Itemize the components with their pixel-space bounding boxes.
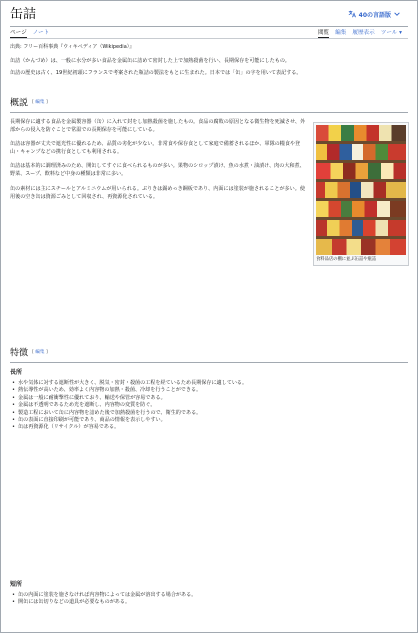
edit-link[interactable]: 編集 (35, 350, 45, 355)
list-item: • 缶の内面に塗装を施さなければ内容物によっては金属が溶出する場合がある。 (18, 592, 408, 599)
list-item: • 金属は一般に耐衝撃性に優れており、輸送や保管が容易である。 (18, 395, 408, 402)
language-button-label: 40の言語版 (358, 11, 391, 19)
intro-paragraph: 缶詰の歴史は古く、19世紀初頭にフランスで考案された瓶詰の製法をもとに生まれた。日本では「缶」の字を用いて表記する。 (10, 70, 302, 77)
page-title: 缶詰 (10, 7, 37, 22)
figure-caption: 食料品店の棚に並ぶ缶詰や瓶詰 (316, 257, 377, 262)
overview-paragraph: 缶詰は容器が丈夫で遮光性に優れるため、品質の劣化が少ない。非常食や保存食として家庭で備蓄されるほか、軍隊の糧食や登山・キャンプなどの携行食としても利用される。 (10, 141, 301, 156)
tabs-divider (10, 38, 408, 39)
section-overview-heading: 概説 [ 編集 ] (10, 97, 408, 113)
edit-link[interactable]: 編集 (35, 100, 45, 105)
pros-list (18, 380, 408, 432)
title-divider (10, 26, 408, 27)
grocery-shelf-photo (316, 125, 406, 255)
source-line: 出典: フリー百科事典『ウィキペディア（Wikipedia）』 (10, 44, 135, 50)
tab-edit[interactable]: 編集 (335, 30, 347, 36)
tab-history[interactable]: 履歴表示 (352, 30, 375, 36)
figure-thumbnail[interactable] (313, 122, 409, 266)
tab-talk[interactable]: ノート (32, 30, 50, 36)
overview-paragraph: 缶の素材には主にスチールとアルミニウムが用いられる。ぶりきは錫めっき鋼板であり、内面には塗装が施されることが多い。使用後の空き缶は資源ごみとして回収され、再資源化されている。 (10, 185, 305, 200)
heading-rule (10, 112, 408, 113)
list-item: • 水や気体に対する遮断性が大きく、脱気・密封・殺菌の工程を経ているため長期保存に適している。 (18, 380, 408, 387)
heading-rule (10, 362, 408, 363)
list-item: • 金属は不透明であるため光を遮断し、内容物の変質を防ぐ。 (18, 402, 408, 409)
subsection-cons-heading: 短所 (10, 581, 23, 588)
overview-paragraph: 缶詰は基本的に調理済みのため、開缶してすぐに食べられるものが多い。果物のシロップ漬け、魚の水煮・油漬け、肉の大和煮、野菜、スープ、飲料など中身の種類は非常に多い。 (10, 163, 305, 178)
intro (10, 57, 406, 77)
translate-icon (348, 10, 356, 21)
view-tabs (318, 29, 402, 38)
section-heading-text: 概説 (10, 98, 29, 109)
subsection-pros-heading: 長所 (10, 369, 23, 376)
list-item: • 缶は再資源化（リサイクル）が容易である。 (18, 424, 408, 431)
list-item: • 缶の表面に直接印刷が可能であり、商品の情報を表示しやすい。 (18, 417, 408, 424)
overview-body (10, 118, 308, 201)
tab-tools-label: ツール (380, 30, 398, 36)
cons-list (18, 592, 408, 607)
namespace-tabs (10, 29, 49, 38)
tab-read[interactable]: 閲覧 (317, 30, 330, 36)
tab-page[interactable]: ページ (10, 30, 27, 36)
tab-tools[interactable]: ツール ▾ (380, 30, 402, 36)
intro-paragraph: 缶詰（かんづめ）は、一般に水分が多い食品を金属缶に詰めて密封した上で加熱殺菌を行い、長期保存を可能にしたもの。 (10, 58, 290, 64)
overview-paragraph: 長期保存に適する食品を金属製容器（缶）に入れて封をし加熱殺菌を施したもの。食品の腐敗の原因となる微生物を死滅させ、外部からの侵入を防ぐことで常温での長期保存を可能にしている。 (10, 119, 306, 134)
section-features-heading: 特徴 [ 編集 ] (10, 347, 408, 363)
section-heading-text: 特徴 (10, 348, 29, 359)
list-item: • 熱伝導性が高いため、効率よく内容物の加熱・殺菌、冷却を行うことができる。 (18, 387, 408, 394)
language-button[interactable] (348, 10, 400, 21)
list-item: • 開缶には缶切りなどの道具が必要なものがある。 (18, 599, 408, 606)
list-item: • 製造工程において缶に内容物を詰めた後で加熱殺菌を行うので、衛生的である。 (18, 410, 408, 417)
chevron-down-icon (394, 11, 400, 20)
